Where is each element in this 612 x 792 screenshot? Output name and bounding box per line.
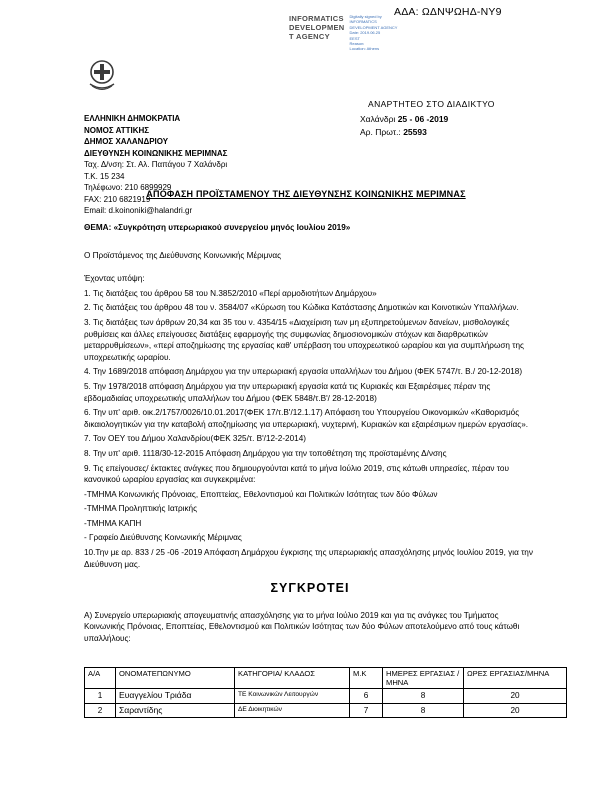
intro-line: Ο Προϊστάμενος της Διεύθυνσης Κοινωνικής Μέριμνας [84, 250, 282, 260]
consideration-item: 4. Την 1689/2018 απόφαση Δημάρχου για την υπερωριακή εργασία υπαλλήλων του Δήμου (ΦΕΚ 5747/τ. Β./ 20-12-2018) [84, 367, 523, 377]
cell-aa: 2 [85, 703, 116, 718]
consideration-item: 7. Τον ΟΕΥ του Δήμου Χαλανδρίου(ΦΕΚ 325/τ. Β'/12-2-2014) [84, 434, 306, 444]
letterhead-phone-line: Τηλέφωνο: 210 6899929 [84, 183, 172, 192]
signature-agency-line: DEVELOPMEN [289, 23, 345, 32]
table-row [85, 689, 567, 704]
letterhead-line: ΝΟΜΟΣ ΑΤΤΙΚΗΣ [84, 125, 150, 135]
cell-mk: 6 [350, 689, 383, 704]
letterhead-line: ΔΗΜΟΣ ΧΑΛΑΝΔΡΙΟΥ [84, 137, 169, 146]
signature-agency-line: T AGENCY [289, 32, 330, 41]
cell-aa: 1 [85, 689, 116, 704]
protocol-label: Αρ. Πρωτ.: [360, 127, 401, 137]
consideration-item: 3. Τις διατάξεις των άρθρων 20,34 και 35 του ν. 4354/15 «Διαχείριση των μη εξυπηρετούμενων δανείων, μισθολογικές ρυθμίσεις και άλλες επείγουσες διατάξεις εφαρμογής της συμφωνίας δημοσιονομικών στόχων και διαρθρωτικών μεταρρυθμίσεων», «περί αποζημίωσης της εργασίας καθ' υπέρβαση του υποχρεωτικού ωραρίου και για συμπλήρωση της υποχρεωτικής ωραρίου. [84, 317, 524, 362]
consideration-item: 5. Την 1978/2018 απόφαση Δημάρχου για την υπερωριακή εργασία κατά τις Κυριακές και Εξαιρέσιμες πέραν της εβδομαδιαίας υποχρεωτικής υπαλλήλων του Δήμου (ΦΕΚ 5848/τ.Β'/ 28-12-2018) [84, 381, 491, 403]
signature-detail-line: Date: 2019.06.25 [349, 30, 381, 36]
document-meta [360, 113, 448, 139]
cell-days: 8 [383, 689, 464, 704]
letterhead-line: ΔΙΕΥΘΥΝΣΗ ΚΟΙΝΩΝΙΚΗΣ ΜΕΡΙΜΝΑΣ [84, 148, 228, 158]
consideration-item: 9. Τις επείγουσες/ έκτακτες ανάγκες που δημιουργούνται κατά το μήνα Ιούλιο 2019, στις κάτωθι υπηρεσίες, πέραν του κανονικού ωραρίου εργασίας και συγκεκριμένα: [84, 463, 509, 485]
digital-signature-stamp [289, 14, 408, 52]
consideration-item: 10.Την με αρ. 833 / 25 -06 -2019 Απόφαση Δημάρχου έγκρισης της υπερωριακής απασχόλησης μηνός Ιουλίου 2019, για την Διεύθυνση μας. [84, 548, 533, 569]
paragraph-a: Α) Συνεργείο υπερωριακής απογευματινής απασχόλησης για το μήνα Ιούλιο 2019 και για τις ανάγκες του Τμήματος Κοινωνικής Πρόνοιας, Εποπτείας, Εθελοντισμού και Πολιτικών Ισότητας των δύο Φύλων αποτελούμενο από τους κάτωθι υπαλλήλους: [84, 610, 520, 644]
cell-category: ΤΕ Κοινωνικών Λειτουργών [235, 689, 350, 704]
signature-detail-line: EEST [349, 35, 360, 41]
place-date-line [360, 113, 448, 126]
table-header-aa: Α/Α [85, 667, 116, 688]
subject-label: ΘΕΜΑ: [84, 223, 112, 232]
table-header-category: ΚΑΤΗΓΟΡΙΑ/ ΚΛΑΔΟΣ [235, 667, 350, 688]
table-header-days: ΗΜΕΡΕΣ ΕΡΓΑΣΙΑΣ /ΜΗΝΑ [383, 667, 464, 688]
table-header-hours: ΩΡΕΣ ΕΡΓΑΣΙΑΣ/ΜΗΝΑ [464, 667, 567, 688]
having-regard-label: Έχοντας υπόψη: [84, 274, 145, 284]
cell-mk: 7 [350, 703, 383, 718]
consideration-item: 2. Τις διατάξεις του άρθρου 48 του ν. 3584/07 «Κύρωση του Κώδικα Κατάστασης Δημοτικών και Κοινοτικών Υπαλλήλων. [84, 303, 519, 313]
department-list-item: -ΤΜΗΜΑ Προληπτικής Ιατρικής [84, 504, 198, 514]
cell-hours: 20 [464, 689, 567, 704]
protocol-number: 25593 [403, 127, 427, 137]
protocol-line [360, 126, 448, 139]
consideration-item: 1. Τις διατάξεις του άρθρου 58 του Ν.3852/2010 «Περί αρμοδιοτήτων Δημάρχου» [84, 288, 377, 298]
signature-agency-name [289, 14, 345, 41]
cell-days: 8 [383, 703, 464, 718]
signature-detail-line: INFORMATICS [349, 19, 377, 25]
department-list-item: -ΤΜΗΜΑ Κοινωνικής Πρόνοιας, Εποπτείας, Εθελοντισμού και Πολιτικών Ισότητας των δύο Φύλων [84, 489, 438, 499]
letterhead-line: ΕΛΛΗΝΙΚΗ ΔΗΜΟΚΡΑΤΙΑ [84, 114, 181, 123]
signature-detail-line: Reason: [349, 40, 365, 46]
ada-number: ΑΔΑ: ΩΔΝΨΩΗΔ-ΝΥ9 [394, 6, 502, 18]
staff-table [84, 667, 567, 719]
decision-title: ΑΠΟΦΑΣΗ ΠΡΟΪΣΤΑΜΕΝΟΥ ΤΗΣ ΔΙΕΥΘΥΝΣΗΣ ΚΟΙΝΩΝΙΚΗΣ ΜΕΡΙΜΝΑΣ [146, 189, 466, 199]
cell-hours: 20 [464, 703, 567, 718]
subject-text: «Συγκρότηση υπερωριακού συνεργείου μηνός Ιουλίου 2019» [113, 223, 351, 232]
table-header-row [85, 667, 567, 688]
table-row [85, 703, 567, 718]
greek-coat-of-arms-icon [84, 56, 120, 96]
department-list-item: - Γραφείο Διεύθυνσης Κοινωνικής Μέριμνας [84, 533, 242, 543]
letterhead-fax-line: FAX: 210 6821919 [84, 194, 151, 204]
consideration-item: 8. Την υπ' αριθ. 1118/30-12-2015 Απόφαση Δημάρχου για την τοποθέτηση της προϊσταμένης Δ/νσης [84, 448, 447, 458]
cell-name: Ευαγγελίου Τριάδα [116, 689, 235, 704]
signature-agency-line: INFORMATICS [289, 14, 344, 23]
letterhead-email-line: Email: d.koinoniki@halandri.gr [84, 206, 193, 215]
posting-notice: ΑΝΑΡΤΗΤΕΟ ΣΤΟ ΔΙΑΔΙΚΤΥΟ [368, 99, 495, 109]
table-header-mk: Μ.Κ [350, 667, 383, 688]
signature-detail-line: Digitally signed by [349, 14, 382, 19]
table-header-name: ΟΝΟΜΑΤΕΠΩΝΥΜΟ [116, 667, 235, 688]
cell-category: ΔΕ Διοικητικών [235, 703, 350, 718]
signature-details [350, 14, 408, 52]
decision-heading: ΣΥΓΚΡΟΤΕΙ [270, 581, 350, 596]
document-body [84, 222, 550, 718]
signature-detail-line: DEVELOPMENT AGENCY [349, 24, 398, 30]
letterhead-address-line: Ταχ. Δ/νση: Στ. Αλ. Παπάγου 7 Χαλάνδρι [84, 160, 228, 169]
place-label: Χαλάνδρι [360, 114, 396, 124]
letterhead-postcode-line: Τ.Κ. 15 234 [84, 171, 125, 181]
letterhead [84, 113, 227, 217]
cell-name: Σαραντίδης [116, 703, 235, 718]
subject-line [84, 222, 536, 234]
signature-detail-line: Location: Athens [349, 46, 380, 52]
consideration-item: 6. Την υπ' αριθ. οικ.2/1757/0026/10.01.2017(ΦΕΚ 17/τ.Β'/12.1.17) Απόφαση του Υπουργείου Οικονομικών «Καθορισμός δικαιολογητικών για την καταβολή αποζημίωσης για υπερωριακή, νυχτερινή, Κυριακών και εξαιρέσιμων ημερών εργασίας». [84, 408, 529, 429]
department-list-item: -ΤΜΗΜΑ ΚΑΠΗ [84, 518, 142, 528]
date-value: 25 - 06 -2019 [397, 114, 449, 124]
